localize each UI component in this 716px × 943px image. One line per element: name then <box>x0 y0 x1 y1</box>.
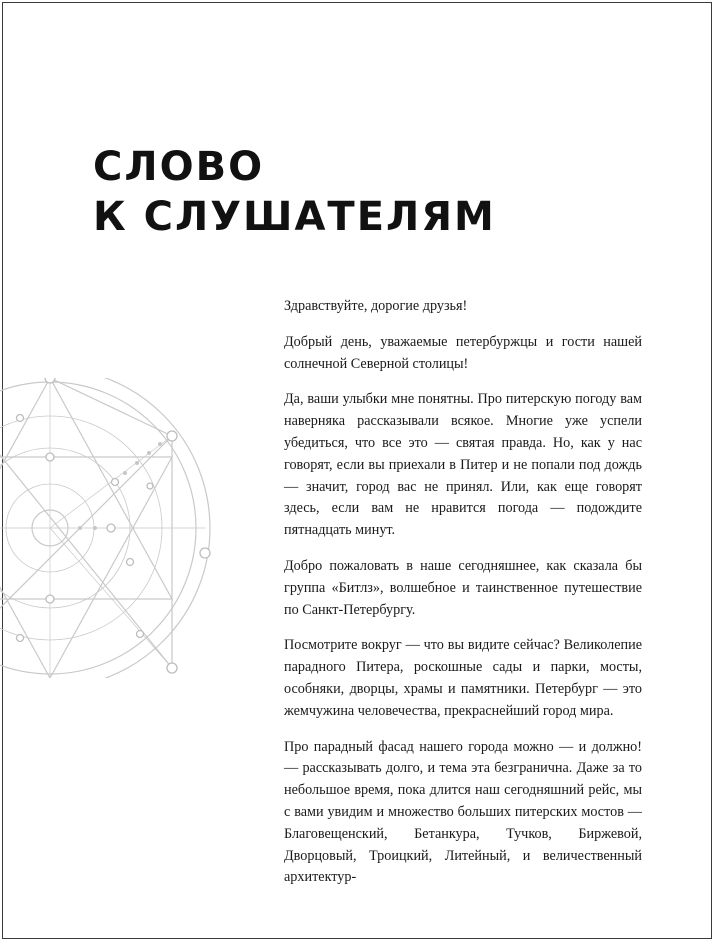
page-title <box>93 142 496 242</box>
paragraph: Добро пожаловать в наше сегодняшнее, как сказала бы группа «Битлз», волшебное и таинственное путешествие по Санкт-Петербургу. <box>284 557 642 618</box>
paragraph: Да, ваши улыбки мне понятны. Про питерскую погоду вам наверняка рассказывали всякое. Многие уже успели убедиться, что все это — святая правда. Но, как у нас говорят, если вы приехали в Питер и не попали под дождь — значит, город вас не принял. Или, как еще говорят здесь, если вам не нравится погода — подождите пятнадцать минут. <box>284 391 642 539</box>
title-line-2: К СЛУШАТЕЛЯМ <box>93 194 496 240</box>
title-line-1: СЛОВО <box>93 144 265 190</box>
paragraph: Добрый день, уважаемые петербуржцы и гости нашей солнечной Северной столицы! <box>284 333 642 372</box>
paragraph: Посмотрите вокруг — что вы видите сейчас? Великолепие парадного Питера, роскошные сады и парки, мосты, особняки, дворцы, храмы и памятники. Петербург — это жемчужина человечества, прекраснейший город мира. <box>284 637 642 719</box>
sacred-geometry-ornament <box>0 378 240 678</box>
paragraph: Про парадный фасад нашего города можно — и должно! — рассказывать долго, и тема эта безгранична. Даже за то небольшое время, пока длится наш сегодняшний рейс, мы с вами увидим и множество больших питерских мостов — Благовещенский, Бетанкура, Тучков, Биржевой, Дворцовый, Троицкий, Литейный, и величественный архитектур- <box>284 738 642 886</box>
body-text <box>284 296 642 903</box>
paragraph: Здравствуйте, дорогие друзья! <box>284 298 468 314</box>
